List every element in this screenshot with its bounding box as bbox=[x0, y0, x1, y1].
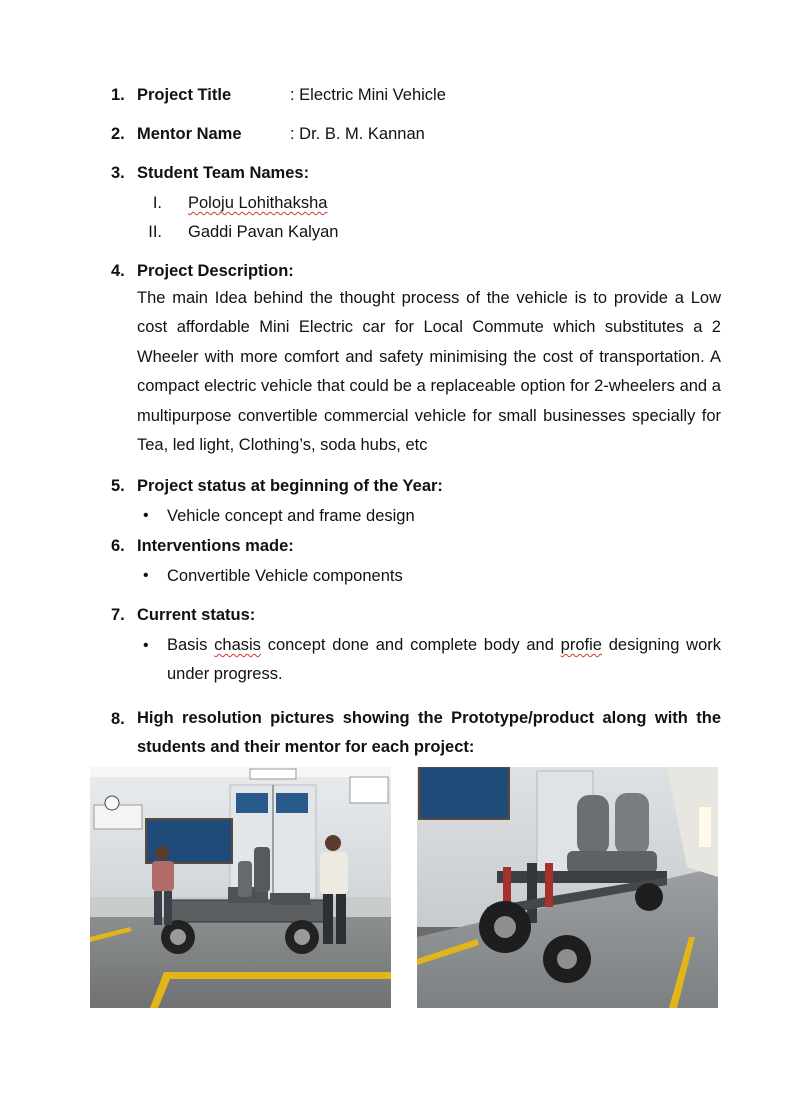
status-begin-heading: Project status at beginning of the Year: bbox=[137, 477, 443, 495]
bullet-icon: • bbox=[143, 507, 149, 524]
prototype-photo-team bbox=[90, 767, 391, 1008]
bullet-icon: • bbox=[143, 637, 149, 654]
item-number: 2. bbox=[111, 125, 125, 143]
project-description-text: The main Idea behind the thought process of the vehicle is to provide a Low cost affordable Mini Electric car for Local Commute which substitutes a 2 Wheeler with more comfort and safety minimising the cost of transportation. A compact electric vehicle that could be a replaceable option for 2-wheelers and a multipurpose convertible commercial vehicle for small businesses specially for Tea, led light, Clothing’s, soda hubs, etc bbox=[137, 289, 721, 455]
interventions-heading: Interventions made: bbox=[137, 537, 294, 555]
item-number: 4. bbox=[111, 262, 125, 280]
current-status-heading: Current status: bbox=[137, 606, 256, 624]
project-description-heading: Project Description: bbox=[137, 262, 294, 280]
item-number: 1. bbox=[111, 86, 125, 104]
project-title-label: Project Title bbox=[137, 86, 232, 104]
current-status-text: Basis chasis concept done and complete body and profie designing work under progress. bbox=[167, 636, 721, 683]
student-name: Poloju Lohithaksha bbox=[188, 194, 328, 212]
student-team-heading: Student Team Names: bbox=[137, 164, 310, 182]
student-name: Gaddi Pavan Kalyan bbox=[188, 223, 339, 241]
item-number: 7. bbox=[111, 606, 125, 624]
student-numeral: II. bbox=[148, 223, 162, 241]
student-numeral: I. bbox=[152, 194, 162, 212]
pictures-heading: High resolution pictures showing the Prototype/product along with the students and their mentor for each project: bbox=[137, 709, 721, 756]
mentor-name-value: : Dr. B. M. Kannan bbox=[290, 125, 425, 143]
status-begin-text: Vehicle concept and frame design bbox=[167, 507, 415, 525]
project-title-value: : Electric Mini Vehicle bbox=[290, 86, 446, 104]
item-number: 6. bbox=[111, 537, 125, 555]
item-number: 8. bbox=[111, 710, 125, 728]
prototype-photo-chassis bbox=[417, 767, 718, 1008]
mentor-name-label: Mentor Name bbox=[137, 125, 242, 143]
interventions-text: Convertible Vehicle components bbox=[167, 567, 403, 585]
item-number: 3. bbox=[111, 164, 125, 182]
bullet-icon: • bbox=[143, 567, 149, 584]
item-number: 5. bbox=[111, 477, 125, 495]
